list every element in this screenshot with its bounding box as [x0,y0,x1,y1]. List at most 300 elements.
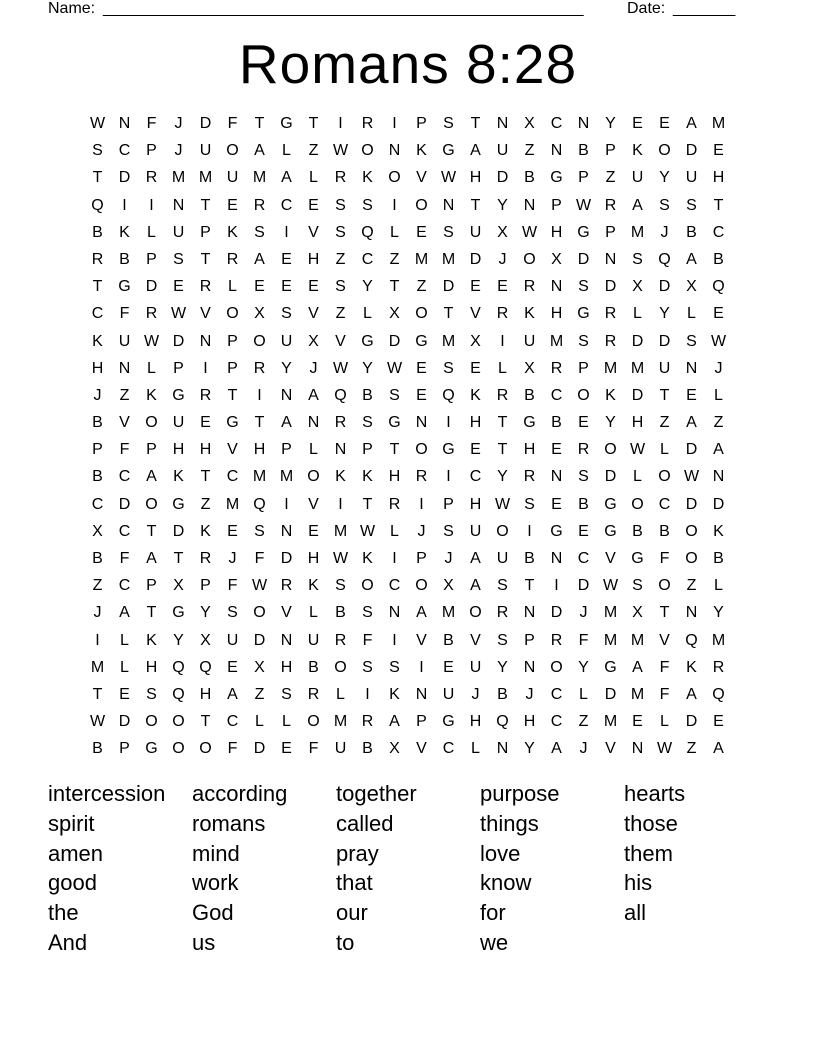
grid-letter: E [578,414,589,432]
grid-letter: N [280,631,293,649]
grid-letter: P [200,223,211,241]
grid-letter: A [470,550,481,567]
grid-letter: Z [119,386,130,404]
grid-letter: Y [281,359,292,377]
grid-letter: L [336,685,345,703]
grid-letter: X [524,115,535,132]
grid-letter: E [632,115,643,132]
grid-letter: E [281,740,292,758]
grid-letter: R [496,305,509,323]
grid-letter: Z [686,577,697,595]
grid-letter: K [632,142,643,160]
grid-letter: A [686,250,697,268]
grid-letter: H [91,359,104,377]
grid-letter: H [199,685,212,703]
grid-letter: C [280,196,293,214]
grid-letter: M [603,604,618,622]
grid-letter: Q [172,685,185,703]
grid-letter: H [469,713,482,731]
grid-letter: E [281,278,292,296]
grid-letter: I [122,196,127,214]
grid-letter: J [660,223,669,241]
grid-letter: T [389,441,400,459]
grid-letter: D [388,332,401,350]
grid-letter: L [498,359,507,377]
grid-letter: O [604,441,617,459]
grid-letter: K [335,468,346,486]
grid-letter: C [226,713,239,731]
grid-letter: O [469,604,482,622]
grid-letter: M [441,604,456,622]
word-list-item: purpose [480,781,560,806]
grid-letter: N [496,115,509,132]
grid-letter: S [146,685,157,703]
word-list-item: them [624,840,673,866]
grid-letter: R [91,250,104,268]
grid-letter: H [253,441,266,459]
grid-letter: C [550,685,563,703]
grid-letter: E [659,115,670,132]
word-list-item: good [48,870,97,896]
grid-letter: T [92,169,103,187]
grid-letter: O [523,250,536,268]
grid-letter: P [416,713,427,731]
grid-letter: V [416,169,427,187]
grid-letter: R [307,685,320,703]
grid-letter: Q [685,631,698,649]
grid-letter: P [281,441,292,459]
grid-letter: R [550,359,563,377]
grid-letter: I [95,631,100,649]
grid-letter: A [686,685,697,703]
grid-letter: L [309,441,318,459]
word-list-item: those [624,810,678,836]
word-list-item: together [336,781,417,806]
grid-letter: N [523,196,536,214]
grid-letter: E [470,278,481,296]
grid-letter: O [361,142,374,160]
grid-letter: G [172,604,185,622]
grid-letter: A [146,468,157,486]
grid-letter: Z [389,250,400,268]
grid-letter: A [551,740,562,758]
grid-letter: G [604,495,617,513]
grid-letter: H [307,250,320,268]
grid-letter: R [523,278,536,296]
grid-letter: N [523,604,536,622]
grid-letter: D [118,495,131,513]
grid-letter: B [659,522,670,540]
grid-letter: J [579,740,588,758]
grid-letter: S [335,278,346,296]
grid-letter: S [632,577,643,595]
word-list-item: spirit [48,810,95,836]
word-list-item: us [192,929,216,955]
grid-letter: Z [659,414,670,432]
grid-letter: T [254,414,265,432]
grid-letter: D [172,332,185,350]
grid-letter: K [92,332,103,350]
grid-letter: X [308,332,319,350]
grid-letter: T [362,495,373,513]
grid-letter: G [604,658,617,676]
word-list-item: know [480,870,532,896]
grid-letter: H [631,414,644,432]
grid-letter: B [713,550,724,567]
word-list-item: intercession [48,781,166,806]
grid-letter: P [551,196,562,214]
grid-letter: T [470,115,481,132]
grid-letter: J [228,550,237,567]
grid-letter: B [497,685,508,703]
grid-letter: J [471,685,480,703]
grid-letter: Z [254,685,265,703]
grid-letter: W [359,522,376,540]
grid-letter: E [227,522,238,540]
grid-letter: R [361,713,374,731]
grid-letter: D [577,250,590,268]
grid-letter: G [172,386,185,404]
grid-letter: R [496,604,509,622]
grid-letter: M [603,713,618,731]
page-title: Romans 8:28 [238,33,578,95]
grid-letter: U [685,169,698,187]
grid-letter: O [145,713,158,731]
grid-letter: M [441,332,456,350]
grid-letter: B [119,250,130,268]
grid-letter: D [631,386,644,404]
grid-letter: B [524,386,535,404]
grid-letter: D [604,278,617,296]
grid-letter: G [172,495,185,513]
grid-letter: O [172,740,185,758]
grid-letter: K [308,577,319,595]
grid-letter: T [173,550,184,567]
grid-letter: U [172,223,185,241]
grid-letter: I [554,577,559,595]
name-label: Name: [48,0,96,17]
grid-letter: L [390,522,399,540]
grid-letter: D [199,115,212,132]
grid-letter: H [280,658,293,676]
grid-letter: V [416,631,427,649]
grid-letter: X [389,305,400,323]
grid-letter: J [93,604,102,622]
grid-letter: I [500,332,505,350]
grid-letter: O [388,169,401,187]
grid-letter: H [199,441,212,459]
grid-letter: N [550,142,563,160]
grid-letter: C [550,115,563,132]
grid-letter: Z [92,577,103,595]
grid-letter: O [658,468,671,486]
grid-letter: Q [172,658,185,676]
grid-letter: A [254,250,265,268]
grid-letter: A [632,658,643,676]
grid-letter: T [200,196,211,214]
grid-letter: L [309,604,318,622]
grid-letter: C [550,713,563,731]
grid-letter: B [524,169,535,187]
grid-letter: T [146,522,157,540]
grid-letter: C [91,495,104,513]
grid-letter: G [604,522,617,540]
grid-letter: S [578,332,589,350]
grid-letter: S [686,332,697,350]
word-list-item: mind [192,840,240,866]
grid-letter: A [470,577,481,595]
grid-letter: D [685,713,698,731]
grid-letter: E [416,223,427,241]
grid-letter: I [338,115,343,132]
grid-letter: D [172,522,185,540]
grid-letter: N [442,196,455,214]
grid-letter: T [470,196,481,214]
grid-letter: V [416,740,427,758]
grid-letter: F [659,685,670,703]
grid-letter: I [203,359,208,377]
grid-letter: S [362,196,373,214]
grid-letter: S [443,522,454,540]
grid-letter: K [389,685,400,703]
grid-letter: A [713,441,724,459]
grid-letter: U [199,142,212,160]
word-search-grid [84,110,732,763]
word-list-item: called [336,810,394,836]
grid-letter: R [199,278,212,296]
grid-letter: B [578,142,589,160]
grid-letter: V [470,631,481,649]
grid-letter: P [173,359,184,377]
grid-letter: N [604,250,617,268]
grid-letter: P [146,441,157,459]
grid-letter: H [523,713,536,731]
grid-letter: N [550,550,563,567]
grid-letter: H [550,223,563,241]
grid-letter: B [578,495,589,513]
grid-letter: F [362,631,373,649]
grid-letter: L [687,305,696,323]
grid-letter: O [226,142,239,160]
grid-letter: R [712,658,725,676]
grid-letter: E [713,305,724,323]
grid-letter: W [521,223,538,241]
grid-letter: P [146,142,157,160]
grid-letter: I [338,495,343,513]
grid-letter: N [118,115,131,132]
grid-letter: H [469,414,482,432]
grid-letter: U [658,359,671,377]
grid-letter: W [602,577,619,595]
grid-letter: X [524,359,535,377]
grid-letter: C [550,386,563,404]
grid-letter: U [226,169,239,187]
grid-letter: P [578,359,589,377]
grid-letter: R [280,577,293,595]
word-list-item: love [480,840,521,866]
grid-letter: T [92,685,103,703]
grid-letter: F [119,550,130,567]
grid-letter: J [444,550,453,567]
grid-letter: D [604,468,617,486]
grid-letter: V [281,604,292,622]
grid-letter: O [577,386,590,404]
grid-letter: S [362,414,373,432]
grid-letter: W [683,468,700,486]
grid-letter: Y [497,196,508,214]
grid-letter: O [685,550,698,567]
grid-letter: F [308,740,319,758]
grid-letter: E [200,414,211,432]
grid-letter: D [145,278,158,296]
grid-letter: U [469,658,482,676]
grid-letter: S [443,115,454,132]
grid-letter: U [496,550,509,567]
grid-letter: I [365,685,370,703]
word-list-item: our [336,900,368,926]
grid-letter: Q [91,196,104,214]
grid-letter: V [335,332,346,350]
grid-letter: D [469,250,482,268]
grid-letter: Q [658,250,671,268]
grid-letter: G [442,142,455,160]
grid-letter: M [711,631,726,649]
grid-letter: T [713,196,724,214]
grid-letter: R [577,441,590,459]
grid-letter: W [251,577,268,595]
word-list-item: God [192,900,234,926]
word-list-item: we [480,929,509,955]
grid-letter: R [604,196,617,214]
grid-letter: M [252,169,267,187]
grid-letter: N [712,468,725,486]
grid-letter: N [334,441,347,459]
grid-letter: C [469,468,482,486]
grid-letter: G [388,414,401,432]
grid-letter: G [118,278,131,296]
word-list-item: according [192,781,288,806]
grid-letter: M [198,169,213,187]
grid-letter: L [147,359,156,377]
grid-letter: C [118,577,131,595]
grid-letter: E [416,386,427,404]
grid-letter: I [392,115,397,132]
grid-letter: L [228,278,237,296]
grid-letter: G [145,740,158,758]
grid-letter: B [632,522,643,540]
grid-letter: S [362,658,373,676]
grid-letter: N [550,278,563,296]
grid-letter: V [200,305,211,323]
grid-letter: M [630,359,645,377]
grid-letter: O [550,658,563,676]
grid-letter: P [362,441,373,459]
grid-letter: A [686,115,697,132]
grid-letter: N [388,142,401,160]
grid-letter: I [149,196,154,214]
grid-letter: C [712,223,725,241]
grid-letter: R [253,196,266,214]
grid-letter: W [332,550,349,567]
grid-letter: T [200,713,211,731]
grid-letter: R [226,250,239,268]
grid-letter: E [281,250,292,268]
grid-letter: A [119,604,130,622]
grid-letter: U [469,522,482,540]
grid-letter: J [417,522,426,540]
grid-letter: X [254,305,265,323]
word-list-item: And [48,929,88,955]
grid-letter: K [200,522,211,540]
grid-letter: C [118,468,131,486]
grid-letter: H [469,495,482,513]
grid-letter: Z [713,414,724,432]
grid-letter: K [173,468,184,486]
grid-letter: A [281,414,292,432]
grid-letter: J [579,604,588,622]
grid-letter: Y [605,115,616,132]
grid-letter: S [443,359,454,377]
grid-letter: O [415,577,428,595]
grid-letter: S [281,305,292,323]
word-list [48,779,768,958]
grid-letter: M [279,468,294,486]
grid-letter: N [280,386,293,404]
grid-letter: B [92,223,103,241]
grid-letter: K [362,468,373,486]
grid-letter: G [523,414,536,432]
grid-letter: O [658,577,671,595]
grid-letter: J [714,359,723,377]
grid-letter: U [523,332,536,350]
grid-letter: D [253,740,266,758]
name-blank-line: ______________________________________________________ [103,0,584,17]
grid-letter: O [307,468,320,486]
grid-letter: Y [524,740,535,758]
grid-letter: O [496,522,509,540]
grid-letter: L [255,713,264,731]
grid-letter: X [443,577,454,595]
grid-letter: S [659,196,670,214]
grid-letter: O [415,196,428,214]
grid-letter: D [442,278,455,296]
grid-letter: R [523,468,536,486]
word-list-item: amen [48,840,104,866]
grid-letter: Y [362,278,373,296]
grid-letter: S [632,250,643,268]
grid-letter: R [199,550,212,567]
grid-letter: E [308,196,319,214]
grid-letter: K [605,386,616,404]
grid-letter: Z [308,142,319,160]
grid-letter: Y [497,468,508,486]
grid-letter: W [494,495,511,513]
grid-letter: R [145,169,158,187]
grid-letter: D [631,332,644,350]
grid-letter: E [686,386,697,404]
grid-letter: K [362,550,373,567]
grid-letter: V [308,495,319,513]
grid-letter: W [143,332,160,350]
grid-letter: Z [686,740,697,758]
grid-letter: R [604,332,617,350]
grid-letter: R [334,631,347,649]
grid-letter: T [443,305,454,323]
grid-letter: X [92,522,103,540]
grid-letter: J [525,685,534,703]
grid-letter: P [416,550,427,567]
grid-letter: D [280,550,293,567]
